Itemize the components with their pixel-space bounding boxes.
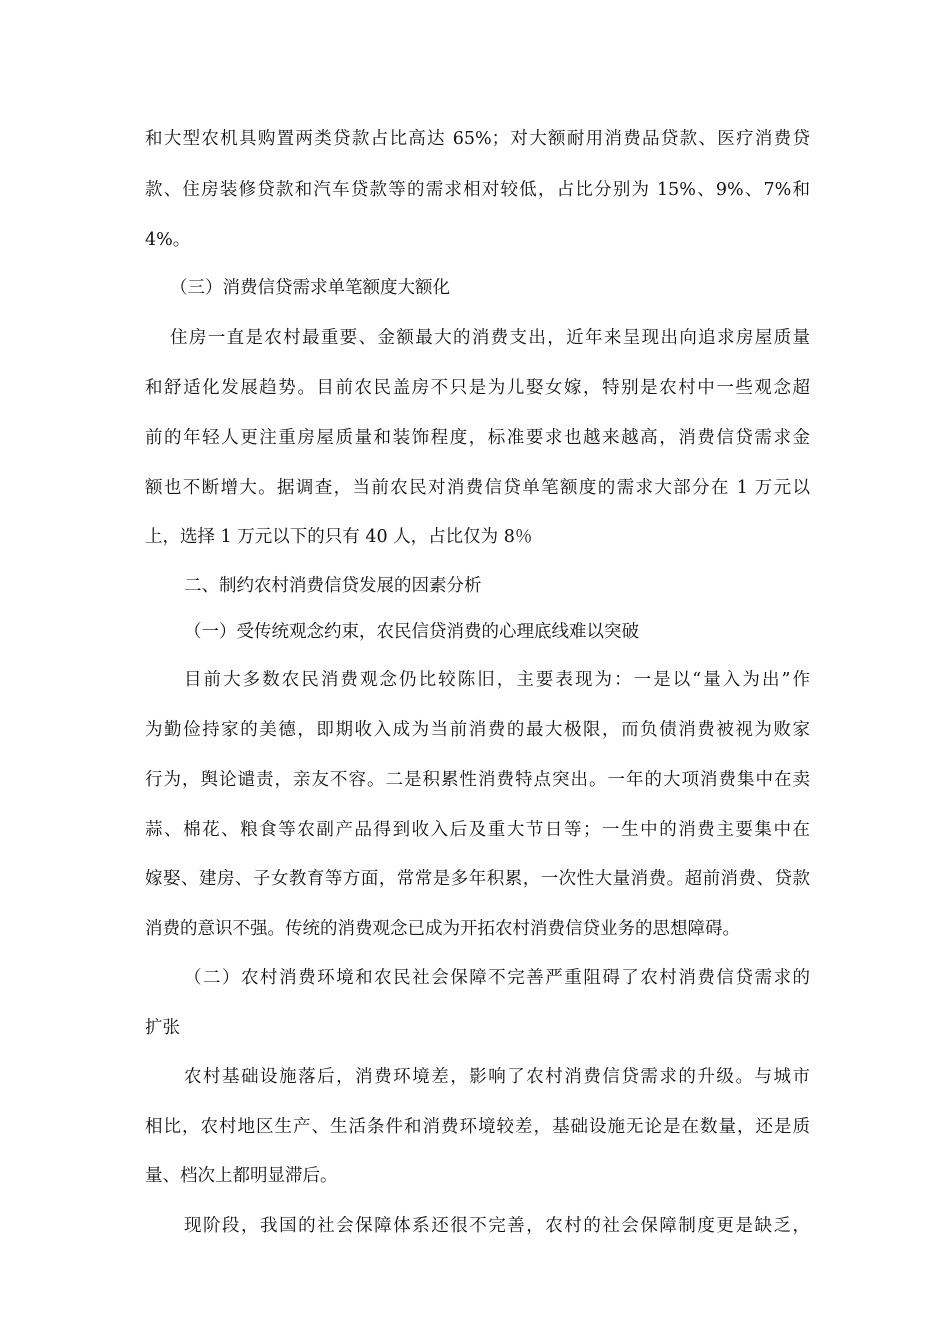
section-heading: （三）消费信贷需求单笔额度大额化	[170, 278, 450, 298]
paragraph-line: 农村基础设施落后，消费环境差，影响了农村消费信贷需求的升级。与城市	[184, 1067, 810, 1087]
paragraph-line: 前的年轻人更注重房屋质量和装饰程度，标准要求也越来越高，消费信贷需求金	[145, 428, 810, 448]
subsection-heading: （二）农村消费环境和农民社会保障不完善严重阻碍了农村消费信贷需求的	[184, 968, 810, 988]
paragraph-line: 消费的意识不强。传统的消费观念已成为开拓农村消费信贷业务的思想障碍。	[145, 919, 740, 939]
paragraph-line: 嫁娶、建房、子女教育等方面，常常是多年积累，一次性大量消费。超前消费、贷款	[145, 869, 810, 889]
paragraph-line: 为勤俭持家的美德，即期收入成为当前消费的最大极限，而负债消费被视为败家	[145, 720, 810, 740]
paragraph-line: 额也不断增大。据调查，当前农民对消费信贷单笔额度的需求大部分在 1 万元以	[145, 478, 810, 498]
paragraph-line: 上，选择 1 万元以下的只有 40 人，占比仅为 8％	[145, 527, 533, 547]
paragraph-line: 和大型农机具购置两类贷款占比高达 65%；对大额耐用消费品贷款、医疗消费贷	[145, 129, 810, 149]
paragraph-line: 4%。	[145, 230, 191, 250]
paragraph-line: 目前大多数农民消费观念仍比较陈旧，主要表现为：一是以“量入为出”作	[184, 670, 810, 690]
paragraph-line: 住房一直是农村最重要、金额最大的消费支出，近年来呈现出向追求房屋质量	[170, 328, 810, 348]
paragraph-line: 量、档次上都明显滞后。	[145, 1166, 338, 1186]
paragraph-line: 蒜、棉花、粮食等农副产品得到收入后及重大节日等；一生中的消费主要集中在	[145, 820, 810, 840]
subsection-heading-continued: 扩张	[145, 1018, 180, 1038]
paragraph-line: 款、住房装修贷款和汽车贷款等的需求相对较低，占比分别为 15%、9%、7%和	[145, 180, 810, 200]
paragraph-line: 现阶段，我国的社会保障体系还很不完善，农村的社会保障制度更是缺乏，	[184, 1216, 810, 1236]
subsection-heading: （一）受传统观念约束，农民信贷消费的心理底线难以突破	[184, 622, 639, 642]
paragraph-line: 行为，舆论谴责，亲友不容。二是积累性消费特点突出。一年的大项消费集中在卖	[145, 770, 810, 790]
paragraph-line: 相比，农村地区生产、生活条件和消费环境较差，基础设施无论是在数量，还是质	[145, 1117, 810, 1137]
section-heading: 二、制约农村消费信贷发展的因素分析	[184, 576, 482, 596]
paragraph-line: 和舒适化发展趋势。目前农民盖房不只是为儿娶女嫁，特别是农村中一些观念超	[145, 378, 810, 398]
